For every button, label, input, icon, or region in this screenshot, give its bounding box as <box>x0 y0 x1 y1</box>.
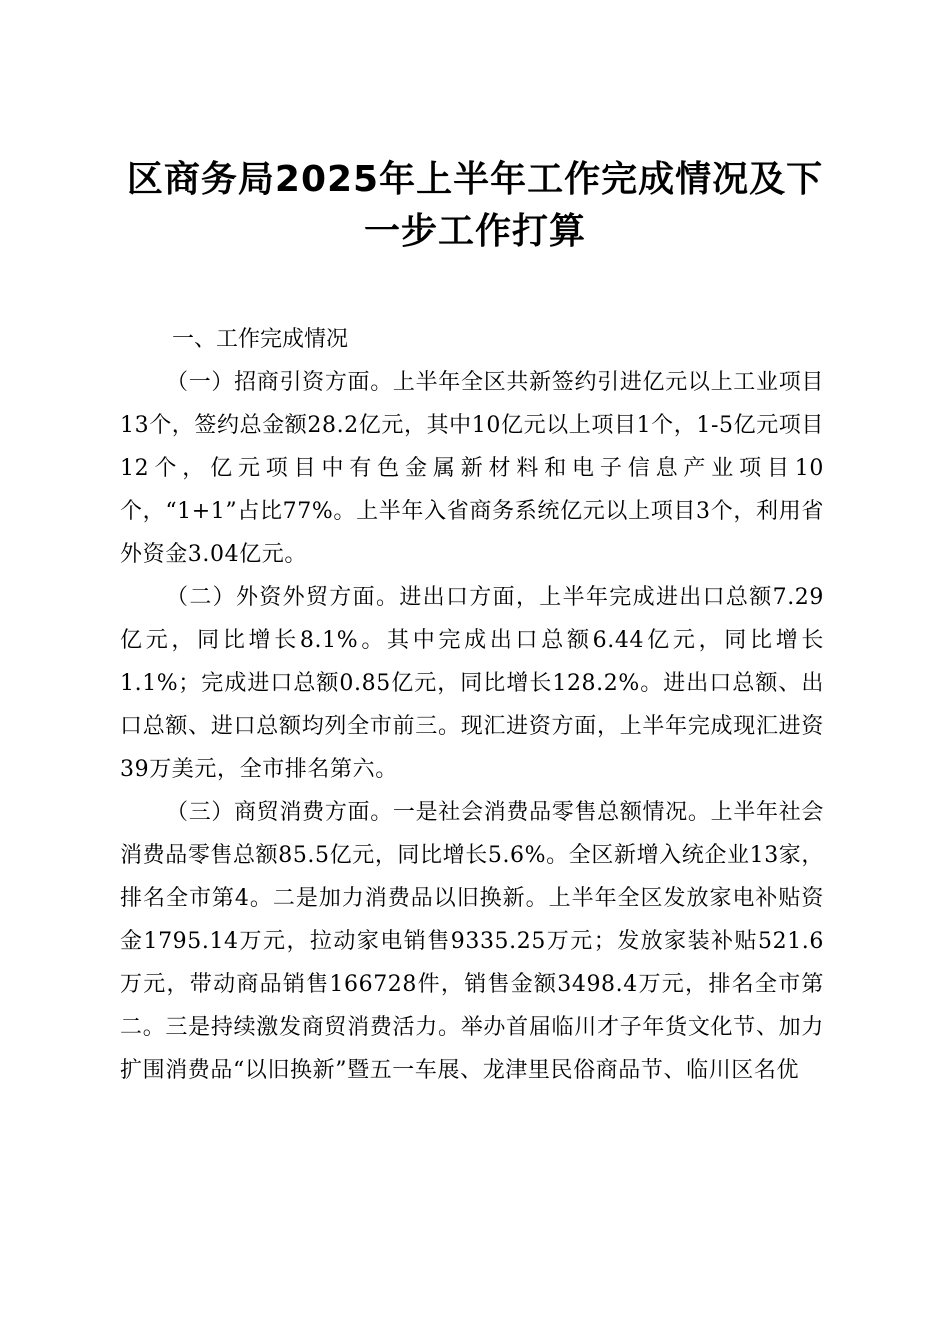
paragraph-text: 一是社会消费品零售总额情况。上半年社会消费品零售总额85.5亿元，同比增长5.6%。全区新增入统企业13家，排名全市第4。二是加力消费品以旧换新。上半年全区发放家电补贴资金1795.14万元，拉动家电销售9335.25万元；发放家装补贴521.6万元，带动商品销售166728件，销售金额3498.4万元，排名全市第二。三是持续激发商贸消费活力。举办首届临川才子年货文化节、加力扩围消费品“以旧换新”暨五一车展、龙津里民俗商品节、临川区名优 <box>120 800 824 1083</box>
subsection-heading: （三）商贸消费方面。 <box>166 800 393 825</box>
document-title: 区商务局2025年上半年工作完成情况及下一步工作打算 <box>126 159 824 252</box>
paragraph-text: 上半年全区共新签约引进亿元以上工业项目13个，签约总金额28.2亿元，其中10亿元以上项目1个，1-5亿元项目12个，亿元项目中有色金属新材料和电子信息产业项目10个，“1+1”占比77%。上半年入省商务系统亿元以上项目3个，利用省外资金3.04亿元。 <box>120 370 824 567</box>
paragraph-text: 进出口方面，上半年完成进出口总额7.29亿元，同比增长8.1%。其中完成出口总额6.44亿元，同比增长1.1%；完成进口总额0.85亿元，同比增长128.2%。进出口总额、出口总额、进口总额均列全市前三。现汇进资方面，上半年完成现汇进资39万美元，全市排名第六。 <box>120 585 824 782</box>
subsection-heading: （一）招商引资方面。 <box>166 370 393 395</box>
paragraph-investment <box>120 361 824 576</box>
document-body <box>120 318 824 1092</box>
paragraph-consumption <box>120 791 824 1092</box>
subsection-heading: （二）外资外贸方面。 <box>166 585 400 610</box>
section-heading: 一、工作完成情况 <box>172 327 349 352</box>
paragraph-foreign-trade <box>120 576 824 791</box>
